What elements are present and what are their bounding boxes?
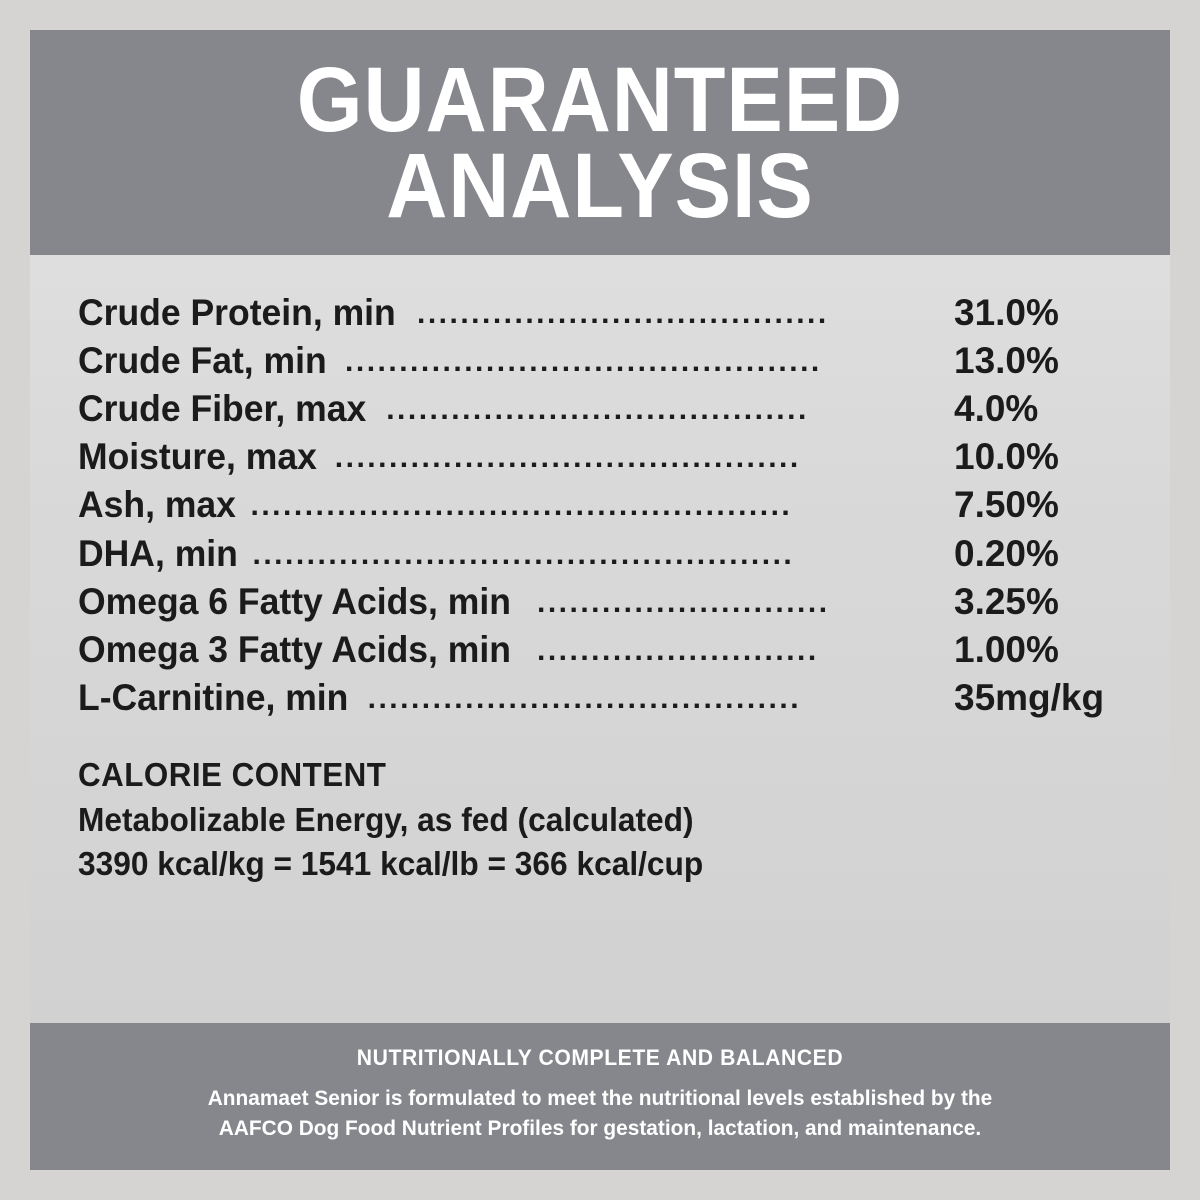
guaranteed-analysis-panel (30, 30, 1170, 1170)
dot-leader: ...................................... (416, 297, 829, 331)
footer-line-2: AAFCO Dog Food Nutrient Profiles for gestation, lactation, and maintenance. (218, 1116, 982, 1141)
dot-leader: ........................................... (334, 441, 801, 475)
panel-header (30, 30, 1170, 255)
nutrient-value: 31.0% (954, 292, 1059, 334)
dot-leader: ........................................ (367, 681, 802, 715)
list-item (78, 626, 1122, 674)
page-title-line-2: ANALYSIS (386, 134, 814, 237)
panel-footer (30, 1023, 1170, 1170)
list-item (78, 530, 1122, 578)
calorie-content-block (78, 756, 1122, 883)
list-item (78, 433, 1122, 481)
dot-leader: .................................................. (250, 489, 793, 523)
nutrient-value: 10.0% (954, 436, 1059, 478)
nutrient-value: 1.00% (954, 628, 1059, 670)
nutrient-label: DHA, min (78, 532, 238, 574)
nutrient-value: 13.0% (954, 340, 1059, 382)
nutrient-label: L-Carnitine, min (78, 676, 349, 718)
footer-line-1: Annamaet Senior is formulated to meet the nutritional levels established by the (207, 1085, 993, 1110)
calorie-content-subtitle: Metabolizable Energy, as fed (calculated) (78, 800, 694, 838)
list-item (78, 481, 1122, 529)
dot-leader: ....................................... (386, 393, 809, 427)
nutrient-label: Crude Fiber, max (78, 388, 367, 430)
nutrient-value: 3.25% (954, 580, 1059, 622)
list-item (78, 674, 1122, 722)
list-item (78, 289, 1122, 337)
dot-leader: ............................................ (345, 345, 822, 379)
list-item (78, 578, 1122, 626)
footer-heading: NUTRITIONALLY COMPLETE AND BALANCED (356, 1044, 844, 1070)
dot-leader: .................................................. (252, 537, 795, 571)
guaranteed-analysis-list (78, 289, 1122, 722)
nutrient-label: Omega 6 Fatty Acids, min (78, 580, 511, 622)
list-item (78, 337, 1122, 385)
nutrient-label: Omega 3 Fatty Acids, min (78, 628, 511, 670)
calorie-content-value: 3390 kcal/kg = 1541 kcal/lb = 366 kcal/cup (78, 844, 704, 882)
dot-leader: .......................... (536, 633, 819, 667)
nutrient-label: Ash, max (78, 484, 236, 526)
nutrient-label: Crude Fat, min (78, 340, 327, 382)
nutrient-value: 35mg/kg (954, 676, 1105, 718)
panel-body (30, 255, 1170, 1023)
page-title-line-1: GUARANTEED (296, 49, 904, 151)
nutrient-value: 7.50% (954, 484, 1059, 526)
calorie-content-title: CALORIE CONTENT (78, 755, 387, 793)
list-item (78, 385, 1122, 433)
nutrient-value: 0.20% (954, 532, 1059, 574)
nutrient-value: 4.0% (954, 388, 1039, 430)
nutrient-label: Moisture, max (78, 436, 317, 478)
dot-leader: ........................... (536, 585, 830, 619)
nutrient-label: Crude Protein, min (78, 292, 396, 334)
